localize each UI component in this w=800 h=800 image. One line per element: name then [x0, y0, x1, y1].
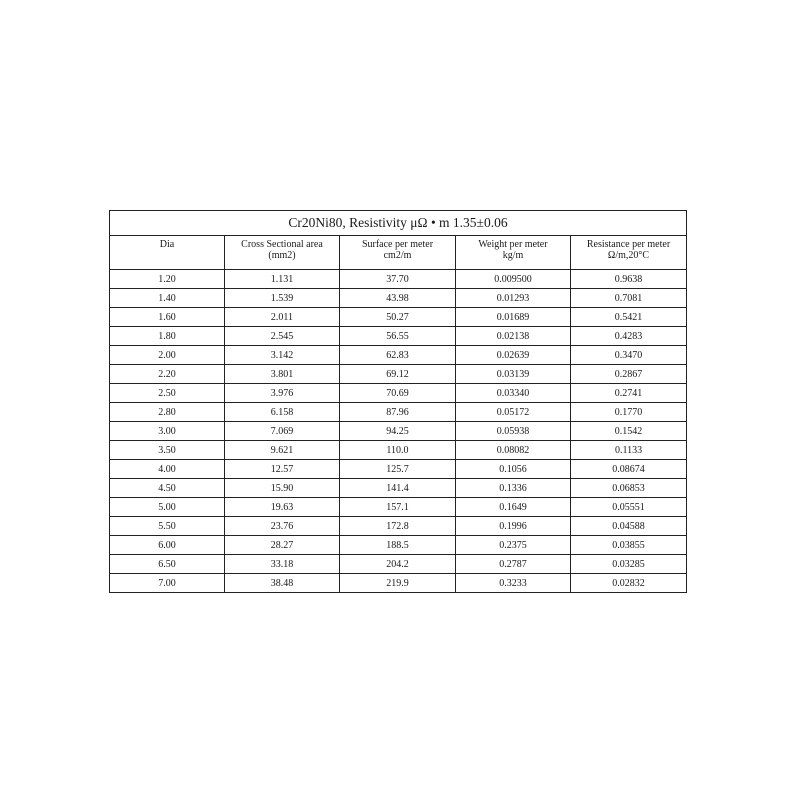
table-cell: 3.50 — [110, 441, 225, 460]
table-cell: 38.48 — [225, 574, 340, 593]
table-cell: 3.801 — [225, 365, 340, 384]
table-cell: 4.00 — [110, 460, 225, 479]
table-cell: 0.2867 — [571, 365, 687, 384]
table-row — [110, 422, 687, 441]
table-row — [110, 517, 687, 536]
column-header-line2: (mm2) — [268, 250, 296, 261]
table-row — [110, 498, 687, 517]
table-cell: 1.60 — [110, 308, 225, 327]
table-cell: 0.1770 — [571, 403, 687, 422]
column-header-line1: Surface per meter — [361, 239, 434, 250]
column-header-line1: Cross Sectional area — [241, 239, 323, 250]
table-row — [110, 308, 687, 327]
table-cell: 0.01689 — [456, 308, 571, 327]
table-cell: 172.8 — [340, 517, 456, 536]
table-cell: 110.0 — [340, 441, 456, 460]
column-header-line2: kg/m — [502, 250, 524, 261]
table-cell: 1.80 — [110, 327, 225, 346]
table-cell: 1.131 — [225, 270, 340, 289]
table-row — [110, 346, 687, 365]
resistance-wire-table — [109, 210, 687, 593]
table-cell: 0.05551 — [571, 498, 687, 517]
table-cell: 37.70 — [340, 270, 456, 289]
table-cell: 6.00 — [110, 536, 225, 555]
table-row — [110, 574, 687, 593]
table-cell: 3.976 — [225, 384, 340, 403]
table-cell: 0.009500 — [456, 270, 571, 289]
column-header-line1: Dia — [159, 239, 175, 250]
table-cell: 0.08082 — [456, 441, 571, 460]
table-cell: 19.63 — [225, 498, 340, 517]
column-header-cross-sectional-area — [225, 236, 340, 270]
table-cell: 2.011 — [225, 308, 340, 327]
table-cell: 6.158 — [225, 403, 340, 422]
table-cell: 0.03139 — [456, 365, 571, 384]
table-cell: 94.25 — [340, 422, 456, 441]
table-cell: 3.142 — [225, 346, 340, 365]
table-cell: 219.9 — [340, 574, 456, 593]
table-cell: 0.1336 — [456, 479, 571, 498]
column-header-line1: Weight per meter — [478, 239, 548, 250]
table-body — [110, 270, 687, 593]
table-cell: 0.7081 — [571, 289, 687, 308]
table-cell: 33.18 — [225, 555, 340, 574]
table-cell: 0.02832 — [571, 574, 687, 593]
table-cell: 1.40 — [110, 289, 225, 308]
table-row — [110, 365, 687, 384]
table-cell: 6.50 — [110, 555, 225, 574]
table-cell: 0.1996 — [456, 517, 571, 536]
table-cell: 0.06853 — [571, 479, 687, 498]
column-header-resistance-per-meter — [571, 236, 687, 270]
table-cell: 0.05938 — [456, 422, 571, 441]
table-cell: 62.83 — [340, 346, 456, 365]
table-title: Cr20Ni80, Resistivity μΩ • m 1.35±0.06 — [110, 211, 687, 236]
table-cell: 2.20 — [110, 365, 225, 384]
table-cell: 5.00 — [110, 498, 225, 517]
table-cell: 87.96 — [340, 403, 456, 422]
column-header-line2: cm2/m — [383, 250, 412, 261]
table-row — [110, 403, 687, 422]
table-row — [110, 479, 687, 498]
table-cell: 0.03340 — [456, 384, 571, 403]
table-cell: 0.1649 — [456, 498, 571, 517]
table-row — [110, 270, 687, 289]
table-cell: 2.00 — [110, 346, 225, 365]
table-cell: 0.4283 — [571, 327, 687, 346]
table-cell: 141.4 — [340, 479, 456, 498]
table-row — [110, 289, 687, 308]
table-cell: 157.1 — [340, 498, 456, 517]
table-cell: 56.55 — [340, 327, 456, 346]
table-cell: 204.2 — [340, 555, 456, 574]
table-cell: 0.3233 — [456, 574, 571, 593]
table-row — [110, 327, 687, 346]
table-cell: 7.069 — [225, 422, 340, 441]
table-row — [110, 555, 687, 574]
table-cell: 1.539 — [225, 289, 340, 308]
table-cell: 28.27 — [225, 536, 340, 555]
table-cell: 69.12 — [340, 365, 456, 384]
table-cell: 0.03855 — [571, 536, 687, 555]
table-cell: 43.98 — [340, 289, 456, 308]
table-row — [110, 384, 687, 403]
table-cell: 2.545 — [225, 327, 340, 346]
table-cell: 2.80 — [110, 403, 225, 422]
table-cell: 9.621 — [225, 441, 340, 460]
table-cell: 4.50 — [110, 479, 225, 498]
table-cell: 0.03285 — [571, 555, 687, 574]
table-cell: 12.57 — [225, 460, 340, 479]
table-row — [110, 536, 687, 555]
table-cell: 0.5421 — [571, 308, 687, 327]
table-cell: 0.9638 — [571, 270, 687, 289]
table-cell: 0.08674 — [571, 460, 687, 479]
table-cell: 2.50 — [110, 384, 225, 403]
table-cell: 0.1056 — [456, 460, 571, 479]
table-cell: 0.2375 — [456, 536, 571, 555]
column-header-line2: Ω/m,20°C — [607, 250, 650, 261]
table-cell: 0.02138 — [456, 327, 571, 346]
table-cell: 188.5 — [340, 536, 456, 555]
table-cell: 50.27 — [340, 308, 456, 327]
column-header-weight-per-meter — [456, 236, 571, 270]
column-header-surface-per-meter — [340, 236, 456, 270]
table-row — [110, 441, 687, 460]
table-cell: 15.90 — [225, 479, 340, 498]
table-cell: 0.2741 — [571, 384, 687, 403]
table-cell: 5.50 — [110, 517, 225, 536]
table-cell: 7.00 — [110, 574, 225, 593]
table-cell: 0.1133 — [571, 441, 687, 460]
table-cell: 125.7 — [340, 460, 456, 479]
table-row — [110, 460, 687, 479]
table-cell: 0.1542 — [571, 422, 687, 441]
table-cell: 3.00 — [110, 422, 225, 441]
table-cell: 0.04588 — [571, 517, 687, 536]
table-cell: 0.2787 — [456, 555, 571, 574]
table-cell: 0.05172 — [456, 403, 571, 422]
table-cell: 23.76 — [225, 517, 340, 536]
table-cell: 1.20 — [110, 270, 225, 289]
table-cell: 0.3470 — [571, 346, 687, 365]
column-header-dia — [110, 236, 225, 270]
table-cell: 0.02639 — [456, 346, 571, 365]
table-cell: 70.69 — [340, 384, 456, 403]
table-cell: 0.01293 — [456, 289, 571, 308]
column-header-line1: Resistance per meter — [586, 239, 671, 250]
